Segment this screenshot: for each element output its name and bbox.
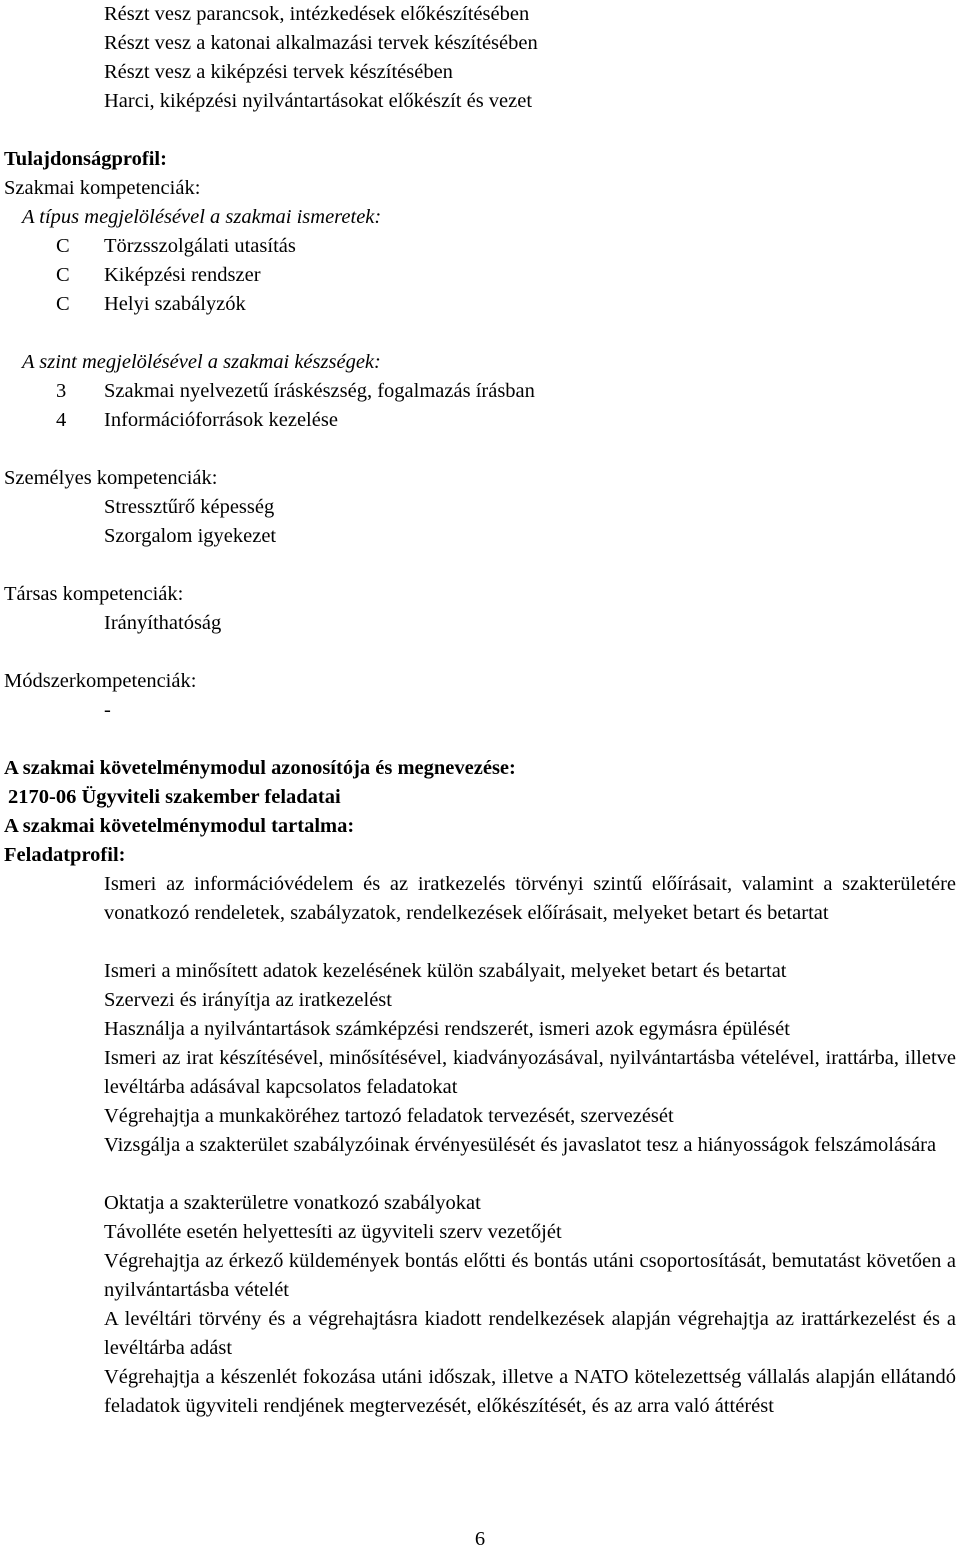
skill-item: Szakmai nyelvezetű íráskészség, fogalmazás írásban (104, 380, 535, 402)
knowledge-code: C (56, 264, 70, 286)
method-item: - (104, 699, 111, 721)
task-item: Ismeri az információvédelem és az iratkezelés törvényi szintű előírásait, valamint a szakterületére vonatkozó rendeletek, szabályzatok, rendelkezések előírásait, melyeket betart és betartat (104, 873, 956, 925)
top-task-line: Részt vesz parancsok, intézkedések előkészítésében (104, 3, 530, 25)
task-item: Szervezi és irányítja az iratkezelést (104, 989, 392, 1011)
skill-item: Információforrások kezelése (104, 409, 338, 431)
module-content-heading: A szakmai követelménymodul tartalma: (4, 815, 355, 837)
task-item: Vizsgálja a szakterület szabályzóinak érvényesülését és javaslatot tesz a hiányosságok felszámolására (104, 1134, 937, 1156)
knowledge-code: C (56, 293, 70, 315)
knowledge-item: Helyi szabályzók (104, 293, 246, 315)
personal-item: Szorgalom igyekezet (104, 525, 277, 547)
task-item: Távolléte esetén helyettesíti az ügyviteli szerv vezetőjét (104, 1221, 562, 1243)
task-item: Ismeri az irat készítésével, minősítésével, kiadványozásával, nyilvántartásba vételével, irattárba, illetve levéltárba adásával kapcsolatos feladatokat (104, 1047, 956, 1099)
task-item: Ismeri a minősített adatok kezelésének külön szabályait, melyeket betart és betartat (104, 960, 787, 982)
personal-competencies-heading: Személyes kompetenciák: (4, 467, 218, 489)
social-item: Irányíthatóság (104, 612, 222, 634)
task-item: Végrehajtja a munkaköréhez tartozó feladatok tervezését, szervezését (104, 1105, 674, 1127)
knowledge-item: Kiképzési rendszer (104, 264, 261, 286)
social-competencies-heading: Társas kompetenciák: (4, 583, 184, 605)
task-item: Használja a nyilvántartások számképzési rendszerét, ismeri azok egymásra épülését (104, 1018, 790, 1040)
knowledge-code: C (56, 235, 70, 257)
knowledge-item: Törzsszolgálati utasítás (104, 235, 296, 257)
top-task-line: Részt vesz a katonai alkalmazási tervek készítésében (104, 32, 538, 54)
task-profile-heading: Feladatprofil: (4, 844, 126, 866)
skill-level: 4 (56, 409, 67, 431)
page-number: 6 (474, 1528, 486, 1550)
task-item: Oktatja a szakterületre vonatkozó szabályokat (104, 1192, 481, 1214)
skill-level: 3 (56, 380, 67, 402)
personal-item: Stressztűrő képesség (104, 496, 275, 518)
task-item: Végrehajtja az érkező küldemények bontás előtti és bontás utáni csoportosítását, bemutatást követően a nyilvántartásba vételét (104, 1250, 956, 1302)
property-profile-heading: Tulajdonságprofil: (4, 148, 167, 170)
task-item: A levéltári törvény és a végrehajtásra kiadott rendelkezések alapján végrehajtja az irattárkezelést és a levéltárba adást (104, 1308, 956, 1360)
top-task-line: Harci, kiképzési nyilvántartásokat előkészít és vezet (104, 90, 533, 112)
skills-heading: A szint megjelölésével a szakmai készségek: (22, 351, 381, 373)
top-task-line: Részt vesz a kiképzési tervek készítésében (104, 61, 453, 83)
method-competencies-heading: Módszerkompetenciák: (4, 670, 197, 692)
task-item: Végrehajtja a készenlét fokozása utáni időszak, illetve a NATO kötelezettség vállalás alapján ellátandó feladatok ügyviteli rendjének megtervezését, előkészítését, és az arra való áttérést (104, 1366, 956, 1418)
module-id-heading: A szakmai követelménymodul azonosítója és megnevezése: (4, 757, 516, 779)
professional-competencies-heading: Szakmai kompetenciák: (4, 177, 201, 199)
knowledge-heading: A típus megjelölésével a szakmai ismeretek: (22, 206, 382, 228)
module-id-value: 2170-06 Ügyviteli szakember feladatai (8, 786, 341, 808)
